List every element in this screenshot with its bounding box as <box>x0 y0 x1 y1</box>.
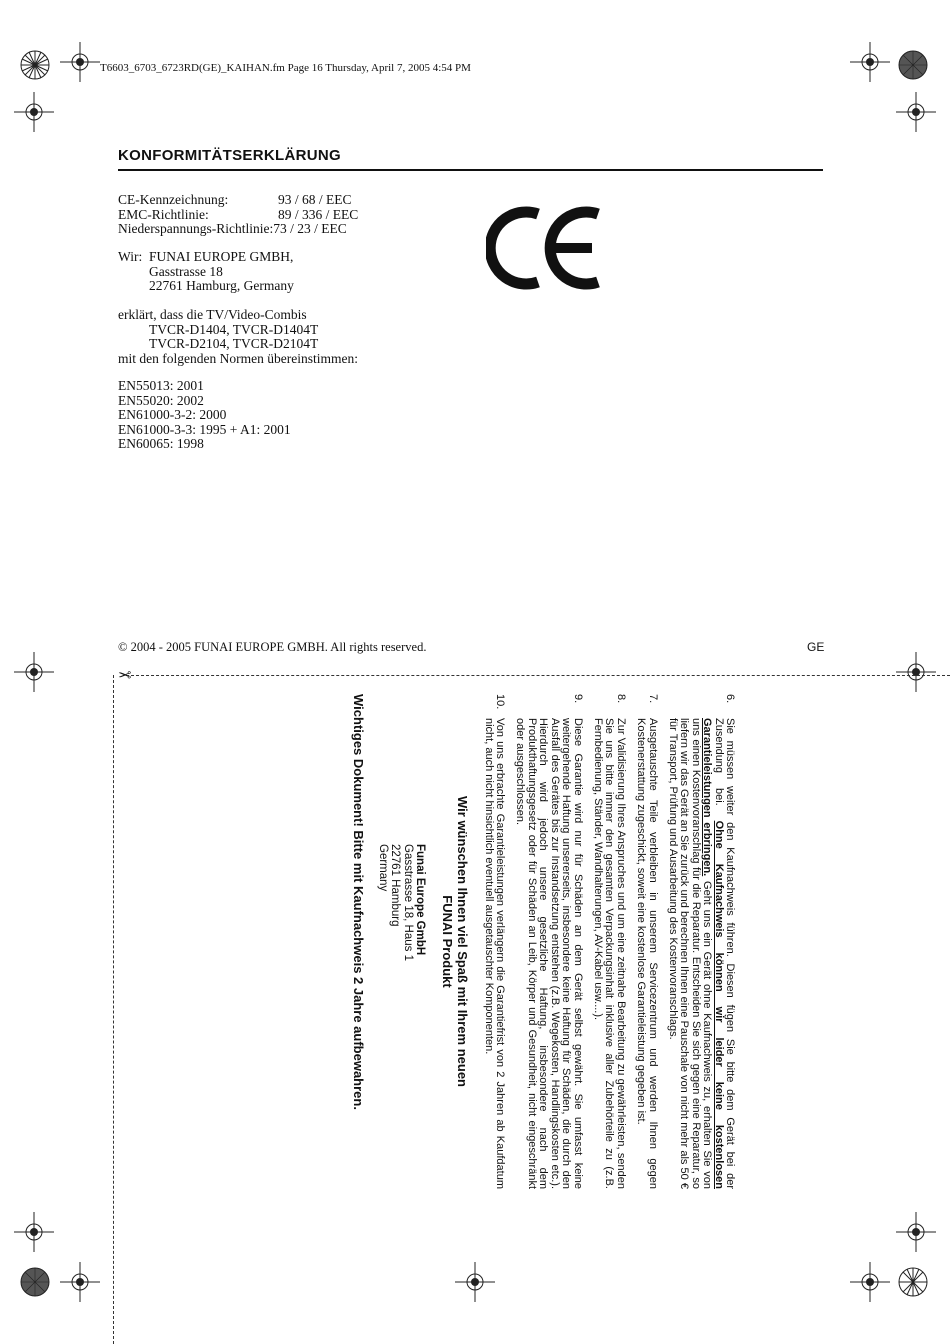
item-text: Ausgetauschte Teile verbleiben in unserem Servicezentrum und werden Ihnen gegen Kostenerstattung zugeschickt, soweit eine kostenlose Garantieleistung gegeben ist. <box>635 718 659 1189</box>
registration-mark-icon <box>14 652 54 692</box>
wish-line: Wir wünschen Ihnen viel Spaß mit Ihrem neuen <box>455 796 471 1087</box>
important-notice: Wichtiges Dokument! Bitte mit Kaufnachweis 2 Jahre aufbewahren. <box>351 694 367 1110</box>
language-code: GE <box>807 640 825 654</box>
title-divider <box>118 169 823 171</box>
color-bar-wheel-icon <box>20 1267 50 1297</box>
item-number: 6. <box>724 694 736 704</box>
directive-row <box>118 208 358 223</box>
registration-wheel-icon <box>20 50 50 80</box>
item-text: Zur Validisierung Ihres Anspruches und um eine zeitnahe Bearbeitung zu gewährleisten, senden Sie uns bitte immer den gesamten Verpackungsinhalt inklusive aller Zubehörteile zu (z.B. Fernbedienung, Ständer, Wandhalterungen, AV-Kabel usw....). <box>591 718 627 1189</box>
registration-mark-icon <box>60 1262 100 1302</box>
standard-item: EN61000-3-3: 1995 + A1: 2001 <box>118 421 291 437</box>
item-number: 7. <box>646 694 659 704</box>
registration-mark-icon <box>896 1212 936 1252</box>
registration-mark-icon <box>850 42 890 82</box>
cut-line-vertical <box>113 675 114 1344</box>
directive-label: Niederspannungs-Richtlinie: <box>118 221 274 236</box>
directive-label: EMC-Richtlinie: <box>118 206 209 222</box>
print-header: T6603_6703_6723RD(GE)_KAIHAN.fm Page 16 Thursday, April 7, 2005 4:54 PM <box>100 62 471 74</box>
registration-wheel-icon <box>898 1267 928 1297</box>
directive-label: CE-Kennzeichnung: <box>118 192 229 207</box>
address-country: Germany <box>376 844 389 892</box>
standard-item: EN55020: 2002 <box>118 392 204 408</box>
directives-block <box>118 193 358 237</box>
page-title: KONFORMITÄTSERKLÄRUNG <box>118 147 341 164</box>
warranty-item <box>635 694 658 1189</box>
declaration-outro: mit den folgenden Normen übereinstimmen: <box>118 350 358 366</box>
color-bar-wheel-icon <box>898 50 928 80</box>
item-text-emphasis: Ohne Kaufnachweis können wir leider keine kostenlosen Garantieleistungen erbringen. <box>701 718 725 1189</box>
registration-mark-icon <box>896 92 936 132</box>
directive-row <box>118 222 358 237</box>
cut-line-horizontal <box>126 675 950 676</box>
registration-mark-icon <box>850 1262 890 1302</box>
warranty-item <box>482 694 505 1189</box>
model-list: TVCR-D1404, TVCR-D1404T <box>149 321 319 337</box>
standard-item: EN60065: 1998 <box>118 436 204 451</box>
standard-item: EN61000-3-2: 2000 <box>118 407 227 422</box>
warranty-item <box>592 694 626 1189</box>
registration-mark-icon <box>896 652 936 692</box>
directive-row <box>118 193 358 208</box>
item-number: 8. <box>614 694 627 704</box>
registration-mark-icon <box>455 1262 495 1302</box>
directive-value: 73 / 23 / EEC <box>273 221 347 236</box>
scissors-icon: ✂ <box>118 665 132 682</box>
item-text-part: Sie müssen weiter den Kaufnachweis führen. Diesen fügen Sie bitte dem Gerät bei der Zusendung bei. <box>712 718 736 1189</box>
warranty-card <box>215 694 735 1189</box>
registration-mark-icon <box>14 1212 54 1252</box>
wish-message <box>440 694 470 1189</box>
company-name: FUNAI EUROPE GMBH, <box>149 249 294 264</box>
warranty-item <box>667 694 735 1189</box>
service-address <box>376 844 426 1189</box>
model-list: TVCR-D2104, TVCR-D2104T <box>149 336 319 351</box>
company-city: 22761 Hamburg, Germany <box>149 278 294 293</box>
directive-value: 89 / 336 / EEC <box>278 206 359 222</box>
item-text <box>667 718 735 1189</box>
declaration-block <box>118 308 358 366</box>
item-text: Diese Garantie wird nur für Schäden an dem Gerät selbst gewährt. Sie umfasst keine weitergehende Haftung unsererseits, insbesondere keine Haftung für Schäden, die durch den Ausfall des Gerätes bis zur Instandsetzung entstehen (z.B. Wegekosten, Handlingskosten etc.). Hierdurch wird jedoch unsere gesetzliche Haftung, insbesondere nach dem Produkthaftungsgesetz oder für Schäden an Leib, Körper und Gesundheit, nicht eingeschränkt oder ausgeschlossen. <box>514 718 584 1189</box>
item-text-part: Geht uns ein Gerät ohne Kaufnachweis zu, erhalten Sie von uns einen Kostenvoranschlag für die Reparatur. Entscheiden Sie sich gegen eine Reparatur, so liefern wir das Gerät an Sie zurück und berechnen Ihnen eine Pauschale von nicht mehr als 50 € für Transport, Prüfung und Ausarbeitung des Kostenvoranschlags. <box>666 718 714 1189</box>
warranty-card-content <box>215 694 735 1189</box>
address-name: Funai Europe GmbH <box>414 844 427 956</box>
we-label: Wir: <box>118 249 143 264</box>
ce-mark-icon <box>486 206 604 290</box>
standard-item: EN55013: 2001 <box>118 378 204 393</box>
item-text: Von uns erbrachte Garantieleistungen verlängern die Garantiefrist von 2 Jahren ab Kaufdatum nicht, auch nicht hinsichtlich eventuell ausgetauschter Komponenten. <box>482 718 507 1189</box>
registration-mark-icon <box>14 92 54 132</box>
company-block <box>118 250 294 294</box>
address-street: Gasstrasse 18, Haus 1 <box>401 844 414 961</box>
wish-line: FUNAI Produkt <box>440 895 456 988</box>
standards-list <box>118 379 291 452</box>
company-street: Gasstrasse 18 <box>149 263 223 279</box>
item-number: 9. <box>571 694 584 704</box>
address-city: 22761 Hamburg <box>389 844 402 927</box>
registration-mark-icon <box>60 42 100 82</box>
item-number: 10. <box>494 694 507 710</box>
declaration-intro: erklärt, dass die TV/Video-Combis <box>118 307 307 322</box>
copyright-notice: © 2004 - 2005 FUNAI EUROPE GMBH. All rights reserved. <box>118 640 427 654</box>
warranty-item <box>514 694 582 1189</box>
directive-value: 93 / 68 / EEC <box>278 192 352 207</box>
